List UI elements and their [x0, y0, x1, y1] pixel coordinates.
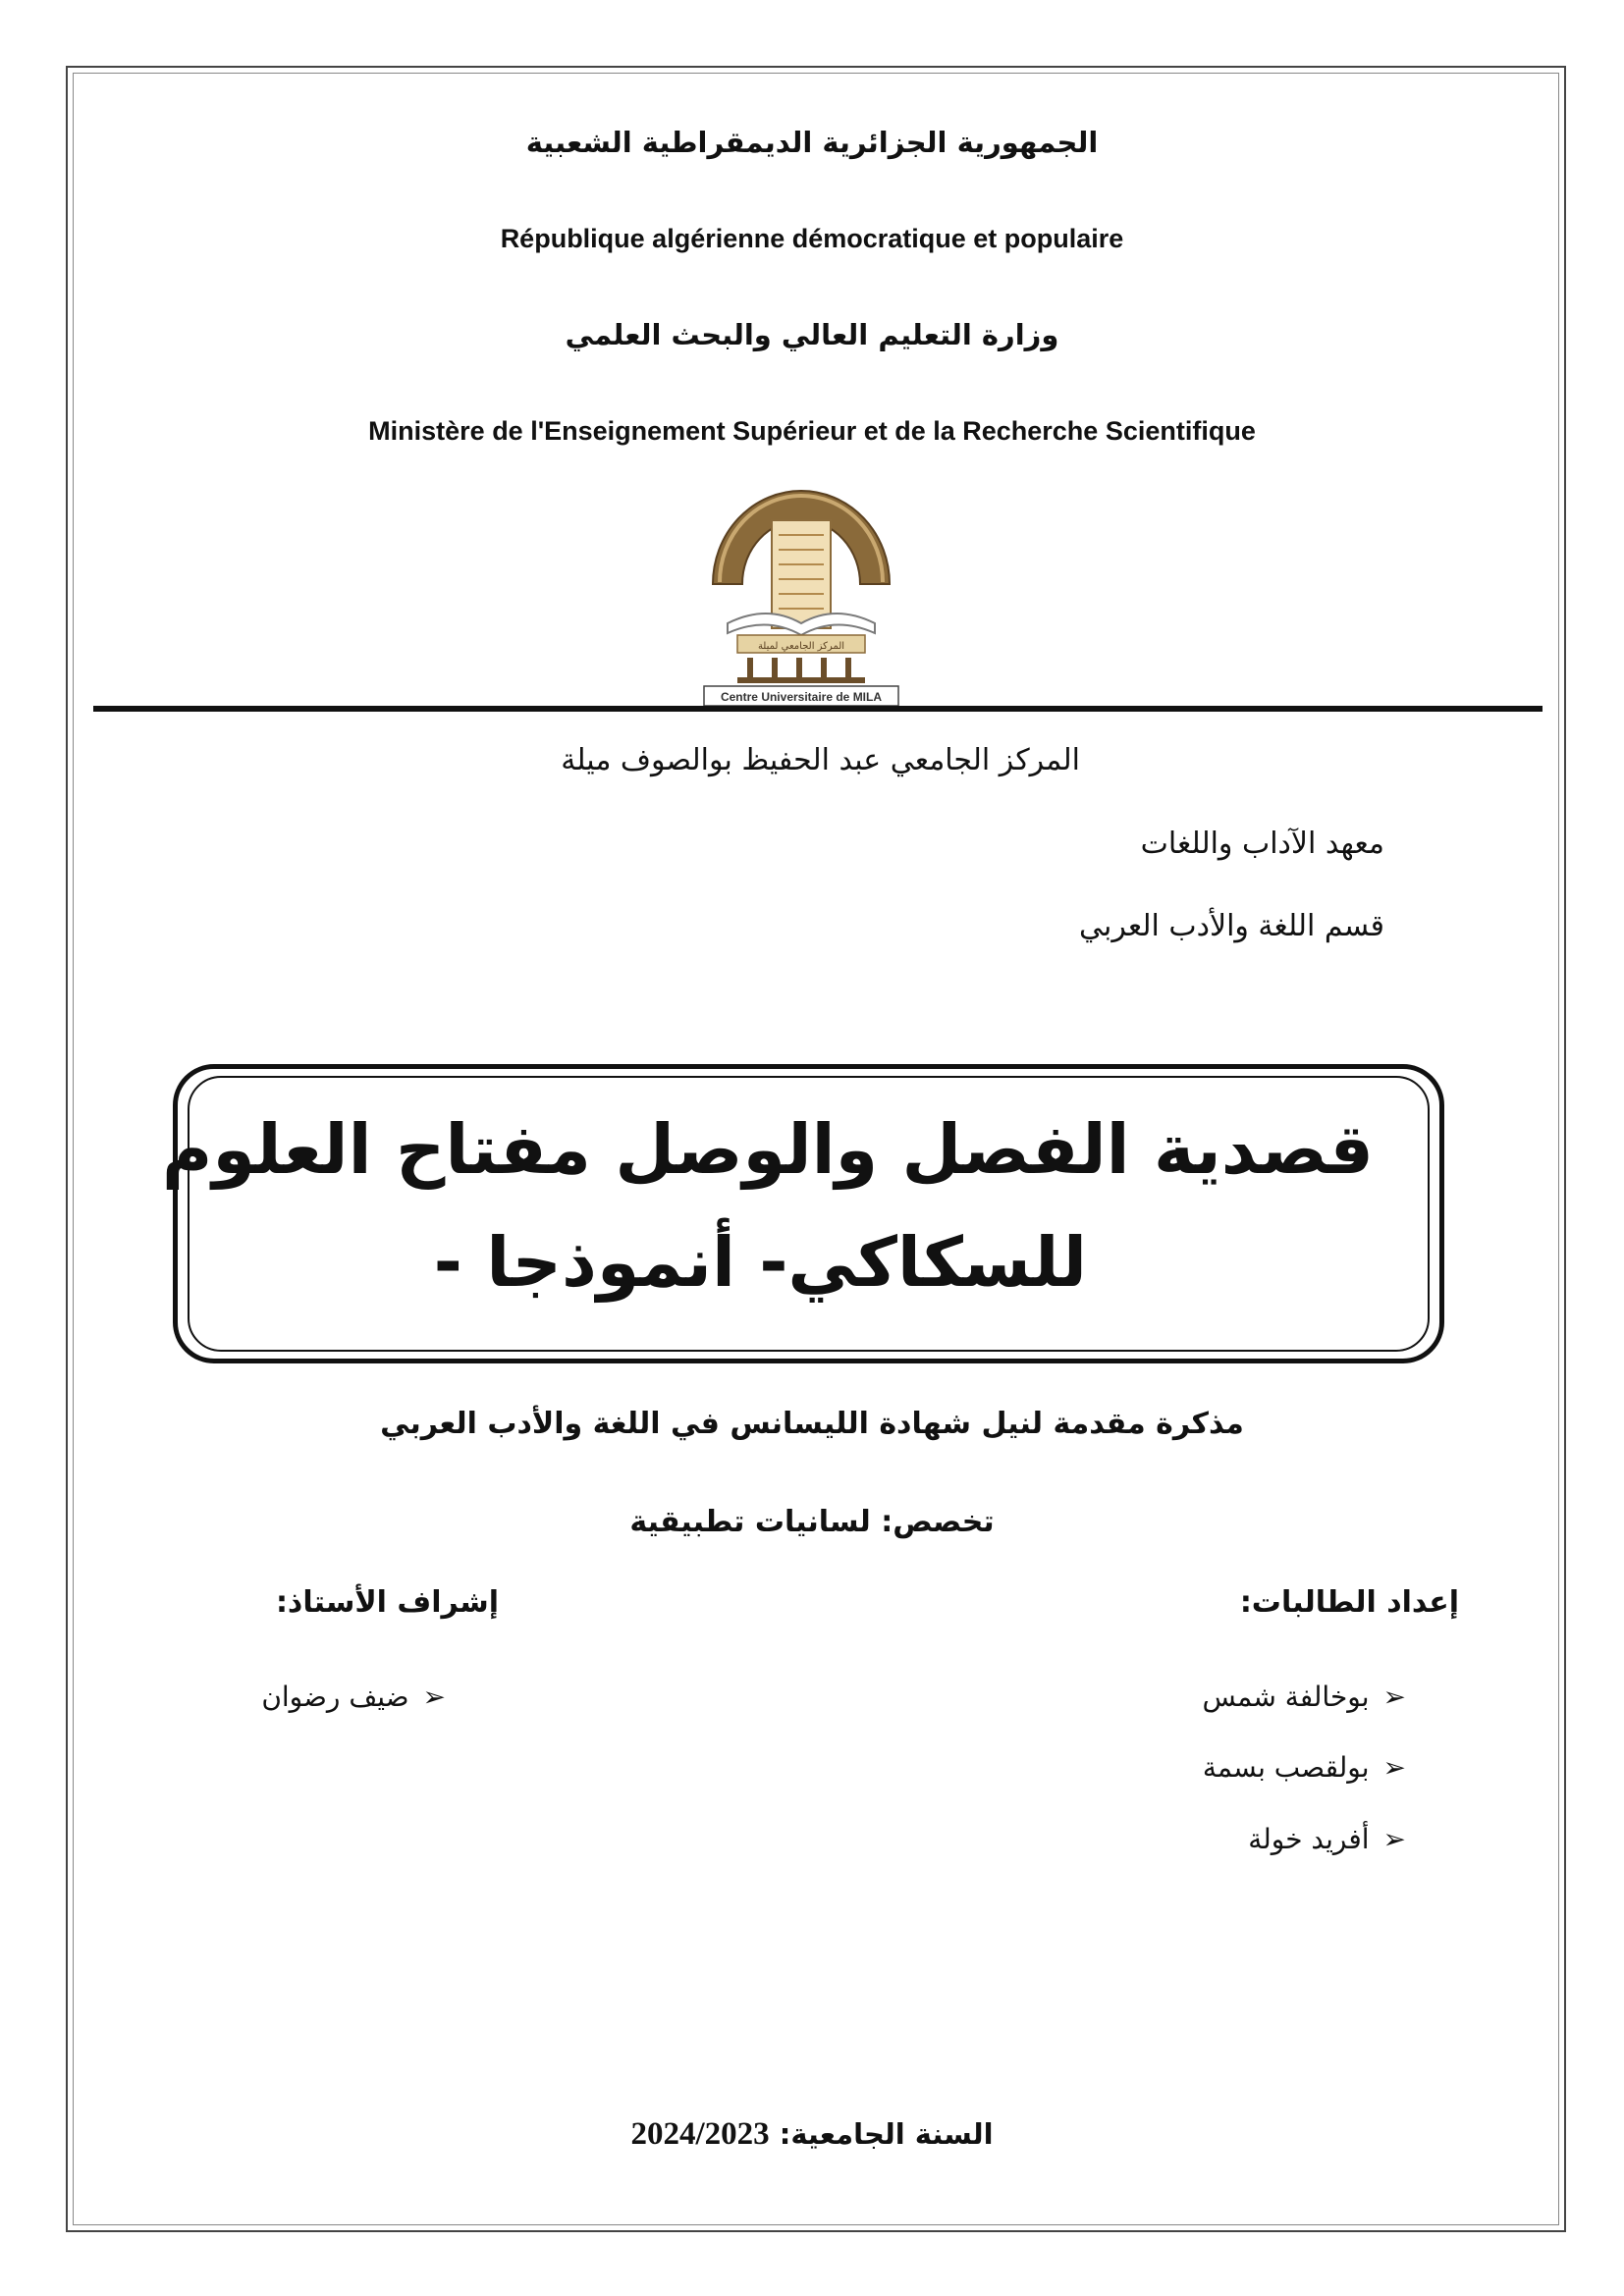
institution-center: المركز الجامعي عبد الحفيظ بوالصوف ميلة — [561, 743, 1080, 777]
institution-institute: معهد الآداب واللغات — [1140, 827, 1384, 861]
supervisor-item — [261, 1681, 446, 1713]
student-name: بولقصب بسمة — [1202, 1751, 1370, 1784]
republic-arabic: الجمهورية الجزائرية الديمقراطية الشعبية — [525, 126, 1099, 159]
students-heading: إعداد الطالبات: — [1239, 1585, 1459, 1620]
republic-french: République algérienne démocratique et populaire — [500, 224, 1124, 253]
student-item — [1202, 1681, 1406, 1713]
student-name: بوخالفة شمس — [1202, 1681, 1370, 1713]
student-item — [1203, 1751, 1406, 1784]
ministry-arabic: وزارة التعليم العالي والبحث العلمي — [565, 318, 1059, 351]
thesis-specialty: تخصص: لسانيات تطبيقية — [629, 1505, 995, 1539]
header-divider — [93, 706, 1543, 712]
institution-department: قسم اللغة والأدب العربي — [1078, 909, 1384, 943]
arrow-bullet-icon: ➢ — [1382, 1751, 1406, 1784]
student-item — [1248, 1823, 1406, 1855]
logo-emblem-text: المركز الجامعي لميلة — [757, 641, 845, 652]
academic-year — [0, 2116, 1624, 2153]
supervisor-heading: إشراف الأستاذ: — [275, 1585, 499, 1620]
student-name: أفريد خولة — [1248, 1823, 1370, 1855]
ministry-french: Ministère de l'Enseignement Supérieur et de la Recherche Scientifique — [368, 416, 1256, 446]
academic-year-value: 2024/2023 — [630, 2116, 770, 2152]
arrow-bullet-icon: ➢ — [1382, 1681, 1406, 1713]
university-logo — [698, 466, 904, 707]
thesis-subtitle: مذكرة مقدمة لنيل شهادة الليسانس في اللغة والأدب العربي — [380, 1407, 1244, 1441]
arrow-bullet-icon: ➢ — [422, 1681, 446, 1713]
academic-year-label: السنة الجامعية: — [779, 2117, 994, 2151]
supervisor-name: ضيف رضوان — [261, 1681, 409, 1713]
thesis-title-line2: للسكاكي- أنموذجا - — [433, 1222, 1087, 1303]
arrow-bullet-icon: ➢ — [1382, 1823, 1406, 1855]
thesis-title-line1: قصدية الفصل والوصل مفتاح العلوم — [162, 1109, 1374, 1190]
logo-caption: Centre Universitaire de MILA — [720, 690, 883, 704]
